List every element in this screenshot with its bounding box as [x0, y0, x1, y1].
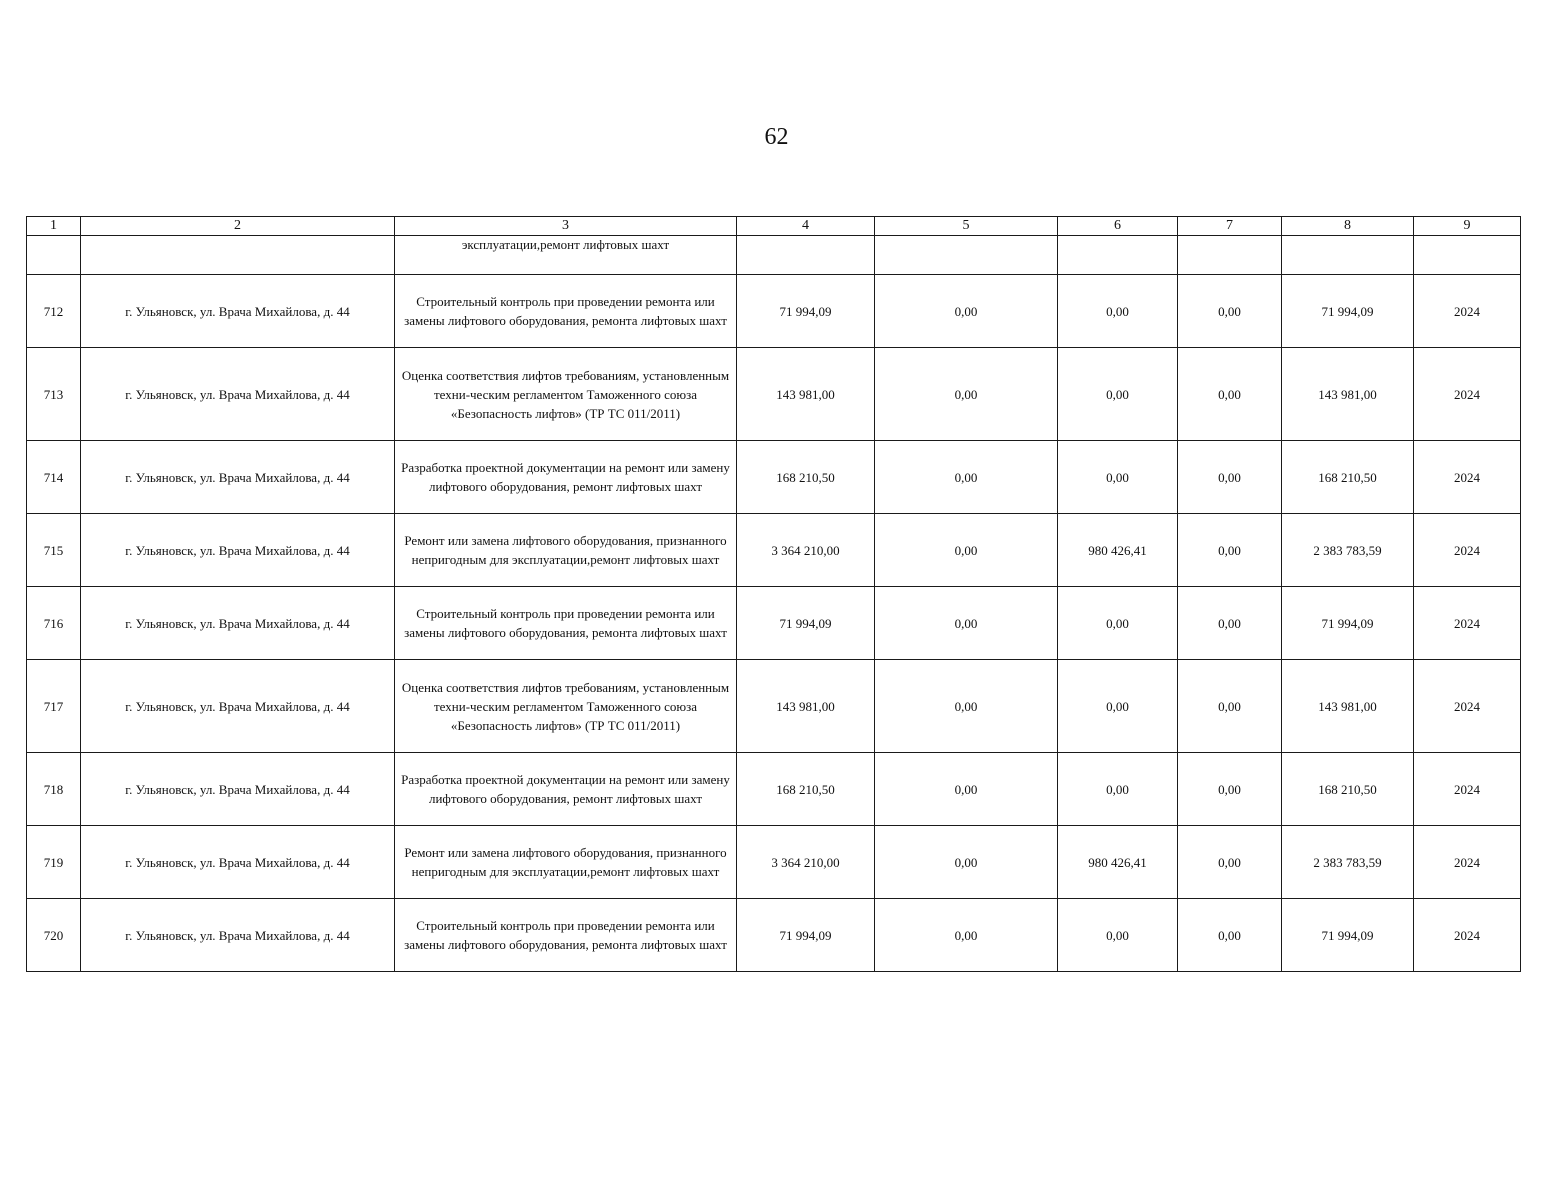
cell-column-7: 0,00 — [1178, 587, 1282, 660]
cell-column-4: 143 981,00 — [737, 348, 875, 441]
cell-work-type: Разработка проектной документации на ремонт или замену лифтового оборудования, ремонт лифтовых шахт — [395, 441, 737, 514]
cell-column-7: 0,00 — [1178, 441, 1282, 514]
cell-column-5: 0,00 — [875, 899, 1058, 972]
cell-column-4: 71 994,09 — [737, 587, 875, 660]
cell-column-6: 0,00 — [1058, 441, 1178, 514]
cell-column-8: 71 994,09 — [1282, 275, 1414, 348]
cell-column-8: 71 994,09 — [1282, 587, 1414, 660]
cell-work-type: Ремонт или замена лифтового оборудования, признанного непригодным для эксплуатации,ремонт лифтовых шахт — [395, 826, 737, 899]
cell-column-5: 0,00 — [875, 753, 1058, 826]
cell-number: 717 — [27, 660, 81, 753]
cell-column-5: 0,00 — [875, 441, 1058, 514]
cell-column-5: 0,00 — [875, 826, 1058, 899]
cell-number: 712 — [27, 275, 81, 348]
cell-column-7: 0,00 — [1178, 899, 1282, 972]
cell-value — [737, 236, 875, 275]
cell-column-5: 0,00 — [875, 660, 1058, 753]
cell-column-7: 0,00 — [1178, 753, 1282, 826]
cell-year: 2024 — [1414, 753, 1521, 826]
cell-column-6: 0,00 — [1058, 348, 1178, 441]
cell-value — [1414, 236, 1521, 275]
column-number: 2 — [81, 217, 395, 236]
cell-column-6: 0,00 — [1058, 899, 1178, 972]
table-row — [27, 826, 1521, 899]
cell-column-5: 0,00 — [875, 275, 1058, 348]
column-number: 3 — [395, 217, 737, 236]
column-number: 9 — [1414, 217, 1521, 236]
cell-value — [1178, 236, 1282, 275]
cell-year: 2024 — [1414, 899, 1521, 972]
cell-work-type: Строительный контроль при проведении ремонта или замены лифтового оборудования, ремонта лифтовых шахт — [395, 275, 737, 348]
cell-column-8: 143 981,00 — [1282, 348, 1414, 441]
column-number: 5 — [875, 217, 1058, 236]
cell-column-7: 0,00 — [1178, 348, 1282, 441]
column-number-row — [27, 217, 1521, 236]
cell-column-6: 0,00 — [1058, 587, 1178, 660]
table-row — [27, 753, 1521, 826]
cell-number: 718 — [27, 753, 81, 826]
cell-column-4: 168 210,50 — [737, 441, 875, 514]
cell-column-8: 168 210,50 — [1282, 441, 1414, 514]
cell-address: г. Ульяновск, ул. Врача Михайлова, д. 44 — [81, 587, 395, 660]
cell-value — [1058, 236, 1178, 275]
cell-value — [1282, 236, 1414, 275]
cell-column-4: 3 364 210,00 — [737, 826, 875, 899]
cell-address — [81, 236, 395, 275]
cell-column-7: 0,00 — [1178, 275, 1282, 348]
cell-number: 719 — [27, 826, 81, 899]
cell-column-6: 0,00 — [1058, 275, 1178, 348]
cell-column-4: 71 994,09 — [737, 899, 875, 972]
cell-work-type: Оценка соответствия лифтов требованиям, установленным техни-ческим регламентом Таможенного союза «Безопасность лифтов» (ТР ТС 011/2011) — [395, 660, 737, 753]
cell-work-type: эксплуатации,ремонт лифтовых шахт — [395, 236, 737, 275]
cell-number: 715 — [27, 514, 81, 587]
cell-address: г. Ульяновск, ул. Врача Михайлова, д. 44 — [81, 275, 395, 348]
cell-work-type: Ремонт или замена лифтового оборудования, признанного непригодным для эксплуатации,ремонт лифтовых шахт — [395, 514, 737, 587]
column-number: 6 — [1058, 217, 1178, 236]
cell-year: 2024 — [1414, 348, 1521, 441]
cell-column-6: 980 426,41 — [1058, 826, 1178, 899]
cell-column-8: 143 981,00 — [1282, 660, 1414, 753]
cell-column-7: 0,00 — [1178, 514, 1282, 587]
cell-address: г. Ульяновск, ул. Врача Михайлова, д. 44 — [81, 753, 395, 826]
cell-value — [875, 236, 1058, 275]
cell-number: 720 — [27, 899, 81, 972]
column-number: 1 — [27, 217, 81, 236]
cell-column-6: 980 426,41 — [1058, 514, 1178, 587]
cell-address: г. Ульяновск, ул. Врача Михайлова, д. 44 — [81, 826, 395, 899]
table-row — [27, 275, 1521, 348]
table-row — [27, 441, 1521, 514]
cell-address: г. Ульяновск, ул. Врача Михайлова, д. 44 — [81, 441, 395, 514]
cell-number: 713 — [27, 348, 81, 441]
cell-address: г. Ульяновск, ул. Врача Михайлова, д. 44 — [81, 660, 395, 753]
cell-column-5: 0,00 — [875, 587, 1058, 660]
cell-column-6: 0,00 — [1058, 753, 1178, 826]
column-number: 4 — [737, 217, 875, 236]
cell-number — [27, 236, 81, 275]
cell-year: 2024 — [1414, 441, 1521, 514]
table-row — [27, 514, 1521, 587]
table-row — [27, 899, 1521, 972]
cell-address: г. Ульяновск, ул. Врача Михайлова, д. 44 — [81, 514, 395, 587]
cell-year: 2024 — [1414, 514, 1521, 587]
cell-column-8: 2 383 783,59 — [1282, 514, 1414, 587]
table-row — [27, 660, 1521, 753]
cell-column-4: 168 210,50 — [737, 753, 875, 826]
cell-work-type: Оценка соответствия лифтов требованиям, установленным техни-ческим регламентом Таможенного союза «Безопасность лифтов» (ТР ТС 011/2011) — [395, 348, 737, 441]
cell-column-8: 71 994,09 — [1282, 899, 1414, 972]
cell-column-7: 0,00 — [1178, 826, 1282, 899]
cell-column-6: 0,00 — [1058, 660, 1178, 753]
cell-number: 716 — [27, 587, 81, 660]
column-number: 7 — [1178, 217, 1282, 236]
cell-column-7: 0,00 — [1178, 660, 1282, 753]
cell-column-4: 3 364 210,00 — [737, 514, 875, 587]
cell-work-type: Строительный контроль при проведении ремонта или замены лифтового оборудования, ремонта лифтовых шахт — [395, 899, 737, 972]
cell-column-4: 143 981,00 — [737, 660, 875, 753]
page-number: 62 — [764, 124, 789, 150]
cell-column-8: 2 383 783,59 — [1282, 826, 1414, 899]
cell-address: г. Ульяновск, ул. Врача Михайлова, д. 44 — [81, 348, 395, 441]
cell-work-type: Разработка проектной документации на ремонт или замену лифтового оборудования, ремонт лифтовых шахт — [395, 753, 737, 826]
continuation-row — [27, 236, 1521, 275]
column-number: 8 — [1282, 217, 1414, 236]
cell-work-type: Строительный контроль при проведении ремонта или замены лифтового оборудования, ремонта лифтовых шахт — [395, 587, 737, 660]
works-table — [26, 216, 1521, 972]
cell-year: 2024 — [1414, 587, 1521, 660]
cell-address: г. Ульяновск, ул. Врача Михайлова, д. 44 — [81, 899, 395, 972]
cell-year: 2024 — [1414, 275, 1521, 348]
cell-column-5: 0,00 — [875, 348, 1058, 441]
cell-column-8: 168 210,50 — [1282, 753, 1414, 826]
table-row — [27, 348, 1521, 441]
cell-year: 2024 — [1414, 826, 1521, 899]
table-row — [27, 587, 1521, 660]
cell-column-5: 0,00 — [875, 514, 1058, 587]
cell-column-4: 71 994,09 — [737, 275, 875, 348]
cell-number: 714 — [27, 441, 81, 514]
cell-year: 2024 — [1414, 660, 1521, 753]
